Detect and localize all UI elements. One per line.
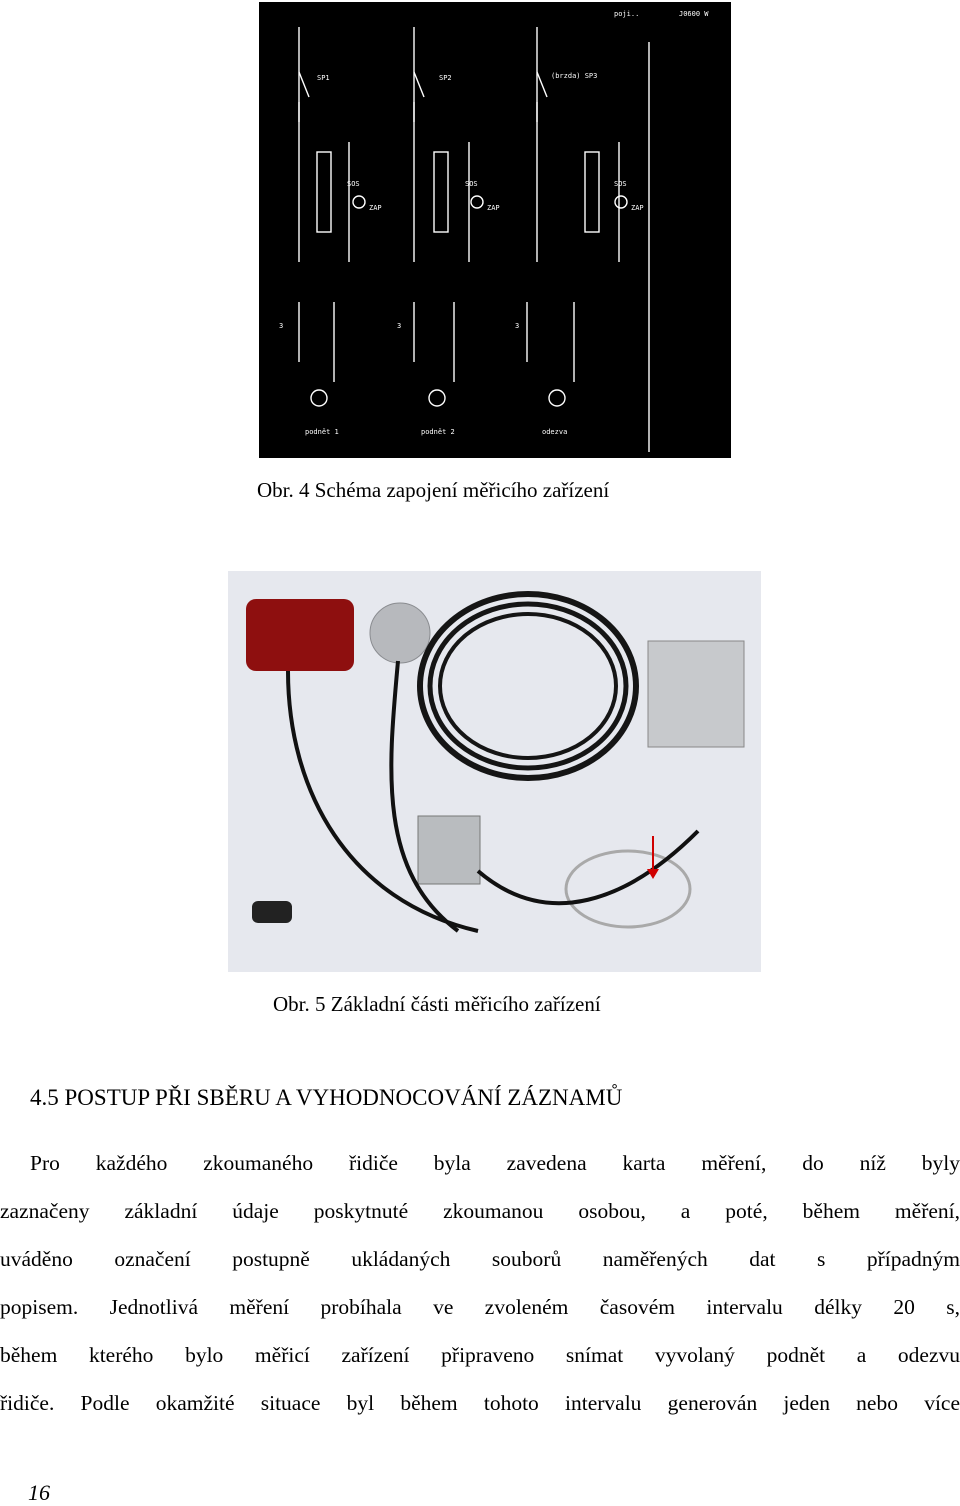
- schematic-label-top-right: J0600 W: [679, 10, 709, 18]
- schematic-label-sp1: SP1: [317, 74, 330, 82]
- schematic-label-top-left: poji..: [614, 10, 640, 18]
- schematic-label-lamp-2: ZAP: [487, 204, 500, 212]
- page-number: 16: [28, 1480, 50, 1505]
- paragraph-line-6: řidiče. Podle okamžité situace byl během tohoto intervalu generován jeden nebo více: [0, 1391, 960, 1415]
- schematic-label-lamp-3: ZAP: [631, 204, 644, 212]
- photo-drawing: [228, 571, 761, 972]
- paragraph-line-2: zaznačeny základní údaje poskytnuté zkoumanou osobou, a poté, během měření,: [0, 1199, 960, 1223]
- figure-5-caption: Obr. 5 Základní části měřicího zařízení: [273, 992, 601, 1016]
- paragraph-line-1: Pro každého zkoumaného řidiče byla zavedena karta měření, do níž byly: [30, 1151, 960, 1175]
- red-lamp: [246, 599, 354, 671]
- paragraph-line-3: uváděno označení postupně ukládaných souborů naměřených dat s případným: [0, 1247, 960, 1271]
- schematic-label-out-3: odezva: [542, 428, 568, 436]
- schematic-label-relay-2: SOS: [465, 180, 478, 188]
- schematic-label-sp3: (brzda) SP3: [551, 72, 598, 80]
- schematic-label-out-1: podnět 1: [305, 428, 339, 436]
- schematic-label-num-2: 3: [397, 322, 402, 330]
- schematic-label-lamp-1: ZAP: [369, 204, 382, 212]
- schematic-label-relay-3: SOS: [614, 180, 627, 188]
- control-box: [648, 641, 744, 747]
- wiring-schematic-figure: [259, 2, 731, 458]
- schematic-label-relay-1: SOS: [347, 180, 360, 188]
- paragraph-line-4: popisem. Jednotlivá měření probíhala ve zvoleném časovém intervalu délky 20 s,: [0, 1295, 960, 1319]
- plug: [252, 901, 292, 923]
- schematic-label-sp2: SP2: [439, 74, 452, 82]
- schematic-label-num-3: 3: [515, 322, 520, 330]
- schematic-drawing: [259, 2, 731, 458]
- paragraph-line-5: během kterého bylo měřicí zařízení připraveno snímat vyvolaný podnět a odezvu: [0, 1343, 960, 1367]
- schematic-label-num-1: 3: [279, 322, 284, 330]
- schematic-label-out-2: podnět 2: [421, 428, 455, 436]
- section-heading: 4.5 POSTUP PŘI SBĚRU A VYHODNOCOVÁNÍ ZÁZNAMŮ: [30, 1085, 623, 1110]
- device-parts-photo: [228, 571, 761, 972]
- horn: [370, 603, 430, 663]
- figure-4-caption: Obr. 4 Schéma zapojení měřicího zařízení: [257, 478, 610, 502]
- junction-box: [418, 816, 480, 884]
